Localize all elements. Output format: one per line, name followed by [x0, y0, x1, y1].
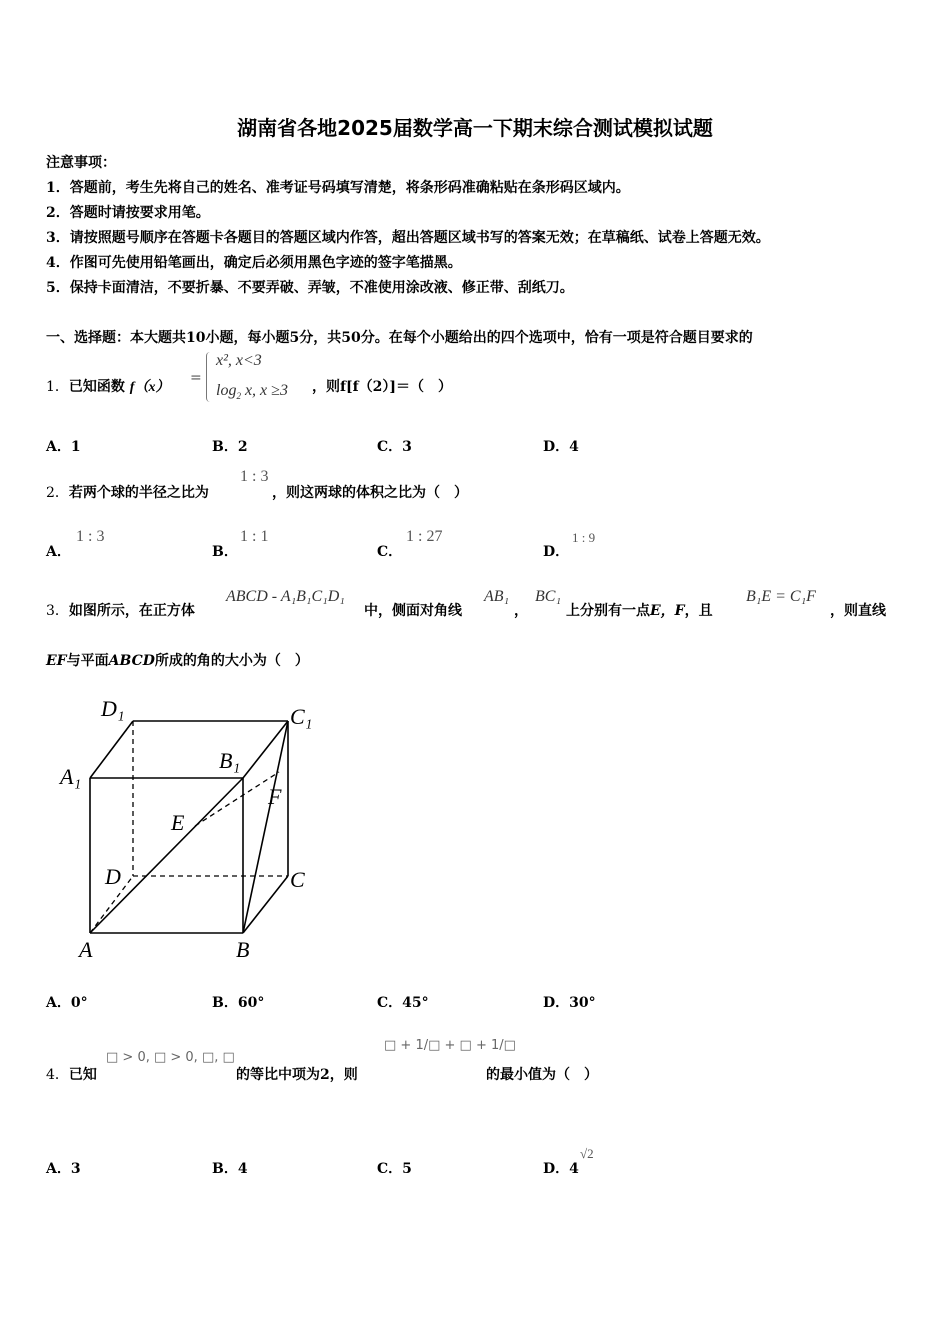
q4-text2: 的等比中项为2，则	[236, 1067, 358, 1083]
option-c: C．5	[377, 1161, 412, 1177]
label-f: F	[268, 784, 282, 809]
edge-a1d1	[90, 721, 133, 778]
label-c: C	[290, 867, 305, 892]
q3-cond: B₁E = C₁F	[746, 588, 816, 605]
question-4	[46, 1064, 97, 1084]
q1-log-base: 2	[236, 391, 241, 402]
q1-text: 已知函数	[68, 379, 125, 395]
q1-log: log	[216, 382, 237, 399]
q3-text6: 与平面	[66, 653, 109, 669]
label-a1: A₁	[60, 764, 82, 789]
option-b-value: 1 : 1	[240, 528, 269, 545]
q3-ef: E，F	[650, 603, 685, 619]
q4-expression: □ + 1/□ + □ + 1/□	[384, 1038, 516, 1053]
q1-case2	[216, 382, 288, 401]
q3-line2	[46, 650, 309, 670]
option-d: D．4	[543, 1161, 579, 1177]
q3-comma: ，	[514, 603, 528, 619]
q3-cube: ABCD - A₁B₁C₁D₁	[226, 588, 345, 605]
q3-text4: ，且	[684, 603, 713, 619]
label-c1: C₁	[290, 704, 313, 729]
q4-text: 已知	[68, 1067, 97, 1083]
q3-ef-line: EF	[46, 653, 67, 669]
option-a: A．0°	[46, 995, 88, 1011]
q3-text3a: 上分别有一点	[566, 603, 650, 619]
label-b: B	[236, 937, 250, 962]
q3-text7: 所成的角的大小为（ ）	[154, 653, 309, 669]
option-c: C．3	[377, 439, 412, 455]
label-b1: B₁	[219, 748, 241, 773]
question-number: 1．	[46, 379, 69, 395]
label-d1: D₁	[101, 696, 125, 721]
q4-text3: 的最小值为（ ）	[486, 1067, 598, 1083]
segment-ef	[195, 772, 279, 826]
q1-ask	[312, 376, 452, 396]
notice-item: 3．请按照题号顺序在答题卡各题目的答题区域内作答，超出答题区域书写的答案无效；在草稿纸、试卷上答题无效。	[46, 230, 770, 246]
q3-plane: ABCD	[108, 653, 155, 669]
q4-condition: □ > 0, □ > 0, □, □	[106, 1050, 235, 1065]
label-d: D	[105, 864, 121, 889]
question-number: 4．	[46, 1067, 69, 1083]
q2-text: 若两个球的半径之比为	[68, 485, 209, 501]
section-heading: 一、选择题：本大题共10小题，每小题5分，共50分。在每个小题给出的四个选项中，恰有一项是符合题目要求的	[46, 330, 753, 346]
q1-case2-rest: x, x ≥3	[244, 382, 288, 399]
option-b: B．	[212, 544, 238, 560]
q1-eq: =	[190, 370, 202, 386]
q1-post: ，则	[312, 379, 340, 395]
label-a: A	[79, 937, 93, 962]
diagonal-bc1	[243, 721, 288, 933]
notice-heading: 注意事项：	[46, 155, 116, 171]
option-a: A．1	[46, 439, 81, 455]
diagonal-ab1	[90, 778, 243, 933]
option-d-sqrt: √2	[580, 1146, 594, 1161]
option-b: B．4	[212, 1161, 248, 1177]
q1-case1: x², x<3	[216, 352, 262, 369]
notice-item: 4．作图可先使用铅笔画出，确定后必须用黑色字迹的签字笔描黑。	[46, 255, 462, 271]
q3-text2: 中，侧面对角线	[364, 603, 462, 619]
option-d-value: 1 : 9	[572, 530, 596, 545]
q2-ratio: 1 : 3	[240, 468, 269, 485]
q1-question: f[f（2）]＝（ ）	[340, 379, 453, 395]
option-c: C．45°	[377, 995, 429, 1011]
question-3	[46, 600, 195, 620]
question-1	[46, 376, 169, 396]
option-d: D．30°	[543, 995, 596, 1011]
question-2	[46, 482, 209, 502]
option-b: B．2	[212, 439, 248, 455]
question-number: 2．	[46, 485, 69, 501]
q3-text5: ，则直线	[830, 603, 886, 619]
option-a: A．	[46, 544, 71, 560]
option-c-value: 1 : 27	[406, 528, 443, 545]
notice-item: 5．保持卡面清洁，不要折暴、不要弄破、弄皱，不准使用涂改液、修正带、刮纸刀。	[46, 280, 574, 296]
option-b: B．60°	[212, 995, 265, 1011]
cube-figure	[55, 690, 325, 970]
q2-text-end: ，则这两球的体积之比为（ ）	[272, 485, 468, 501]
option-a: A．3	[46, 1161, 81, 1177]
notice-item: 1．答题前，考生先将自己的姓名、准考证号码填写清楚，将条形码准确粘贴在条形码区域内。	[46, 180, 630, 196]
q3-bc1: BC₁	[535, 588, 562, 605]
page-title: 湖南省各地2025届数学高一下期末综合测试模拟试题	[237, 116, 713, 140]
question-number: 3．	[46, 603, 69, 619]
q3-text: 如图所示，在正方体	[68, 603, 195, 619]
q3-text3	[566, 600, 713, 620]
label-e: E	[171, 810, 185, 835]
brace	[206, 352, 210, 402]
q3-ab1: AB₁	[484, 588, 510, 605]
option-a-value: 1 : 3	[76, 528, 105, 545]
q1-fx: f（x）	[129, 380, 170, 395]
option-d: D．4	[543, 439, 579, 455]
option-d: D．	[543, 544, 570, 560]
notice-item: 2．答题时请按要求用笔。	[46, 205, 210, 221]
option-c: C．	[377, 544, 403, 560]
